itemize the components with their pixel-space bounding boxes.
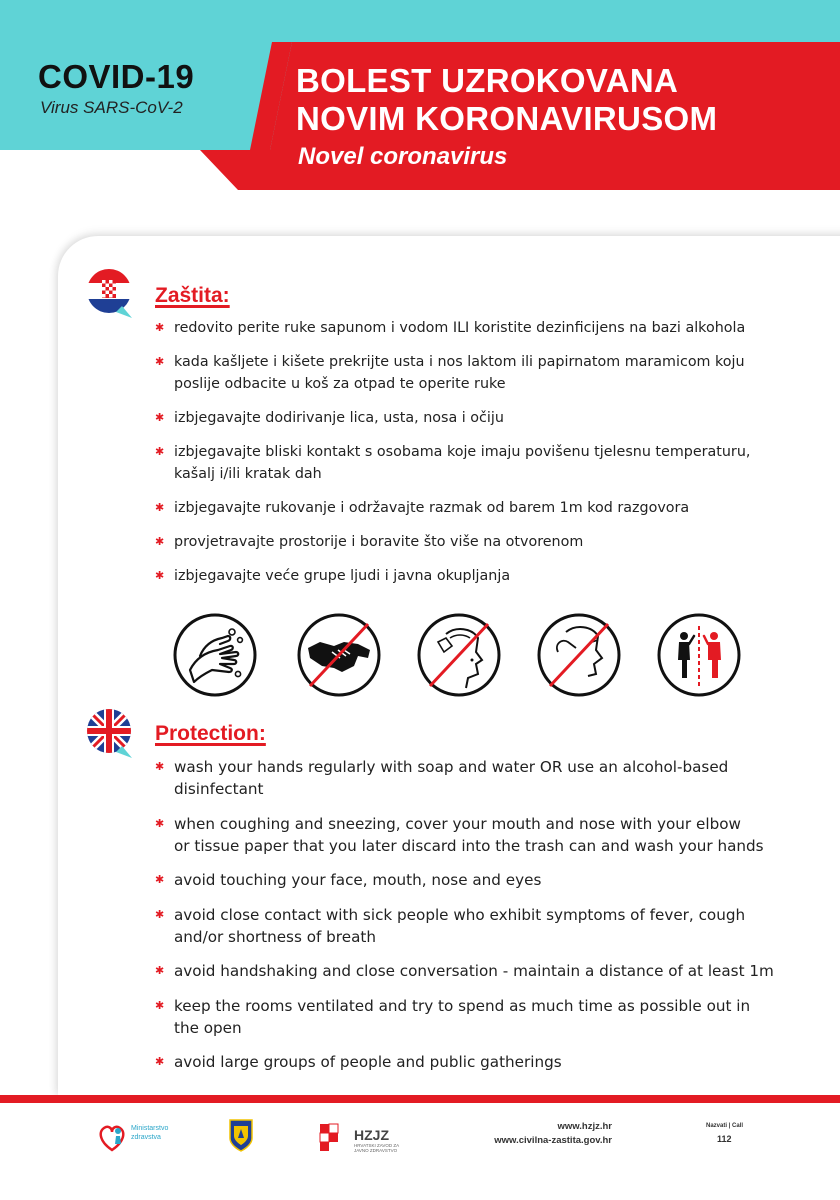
list-item: ✱ redovito perite ruke sapunom i vodom ILI koristite dezinficijens na bazi alkohola xyxy=(155,320,746,336)
emergency-number: 112 xyxy=(717,1134,732,1144)
pictogram-row xyxy=(172,612,752,702)
croatian-list xyxy=(155,317,795,599)
section-title-english: Protection: xyxy=(155,722,266,745)
uk-flag-icon xyxy=(86,708,132,760)
header-title-line1: BOLEST UZROKOVANA xyxy=(296,62,679,99)
ministry-label: Ministarstvo zdravstva xyxy=(131,1125,169,1141)
covid-title: COVID-19 xyxy=(38,58,195,95)
list-item: ✱ izbjegavajte bliski kontakt s osobama koje imaju povišenu tjelesnu temperaturu, kašalj i/ili kratak dah xyxy=(155,444,751,482)
list-item: ✱ provjetravajte prostorije i boravite što više na otvorenom xyxy=(155,534,584,550)
list-item: ✱ when coughing and sneezing, cover your mouth and nose with your elbow or tissue paper that you later discard into the trash can and wash your hands xyxy=(155,814,764,855)
footer-red-bar xyxy=(0,1095,840,1103)
list-item: ✱ avoid large groups of people and public gatherings xyxy=(155,1053,562,1071)
list-item: ✱ avoid touching your face, mouth, nose and eyes xyxy=(155,871,542,889)
list-item: ✱ keep the rooms ventilated and try to spend as much time as possible out in the open xyxy=(155,996,751,1037)
list-item: ✱ kada kašljete i kišete prekrijte usta i nos laktom ili papirnatom maramicom koju poslije odbacite u koš za otpad te operite ruke xyxy=(155,354,745,392)
no-face-touching-icon xyxy=(416,612,502,698)
hzjz-label: HZJZ xyxy=(354,1127,389,1143)
call-label: Nazvati | Call xyxy=(706,1123,744,1129)
list-item: ✱ avoid handshaking and close conversation - maintain a distance of at least 1m xyxy=(155,962,774,980)
section-title-croatian: Zaštita: xyxy=(155,284,230,307)
keep-distance-icon xyxy=(656,612,742,698)
no-sneezing-icon xyxy=(536,612,622,698)
list-item: ✱ izbjegavajte dodirivanje lica, usta, nosa i očiju xyxy=(155,410,504,426)
list-item: ✱ avoid close contact with sick people who exhibit symptoms of fever, cough and/or shortness of breath xyxy=(155,905,746,946)
covid-subtitle: Virus SARS-CoV-2 xyxy=(40,98,183,117)
civil-protection-badge-icon xyxy=(228,1118,254,1152)
hand-washing-icon xyxy=(172,612,258,698)
no-handshake-icon xyxy=(296,612,382,698)
hzjz-full-name: HRVATSKI ZAVOD ZA JAVNO ZDRAVSTVO xyxy=(354,1143,399,1153)
header-title-line2: NOVIM KORONAVIRUSOM xyxy=(296,100,718,137)
list-item: ✱ izbjegavajte veće grupe ljudi i javna okupljanja xyxy=(155,568,511,584)
list-item: ✱ wash your hands regularly with soap and water OR use an alcohol-based disinfectant xyxy=(155,758,729,798)
website-link-hzjz[interactable]: www.hzjz.hr xyxy=(557,1121,612,1132)
list-item: ✱ izbjegavajte rukovanje i održavajte razmak od barem 1m kod razgovora xyxy=(155,500,690,516)
header-subtitle: Novel coronavirus xyxy=(298,143,508,170)
english-list xyxy=(155,756,795,1086)
croatian-flag-icon xyxy=(86,268,132,320)
website-link-civil-protection[interactable]: www.civilna-zastita.gov.hr xyxy=(494,1135,612,1146)
